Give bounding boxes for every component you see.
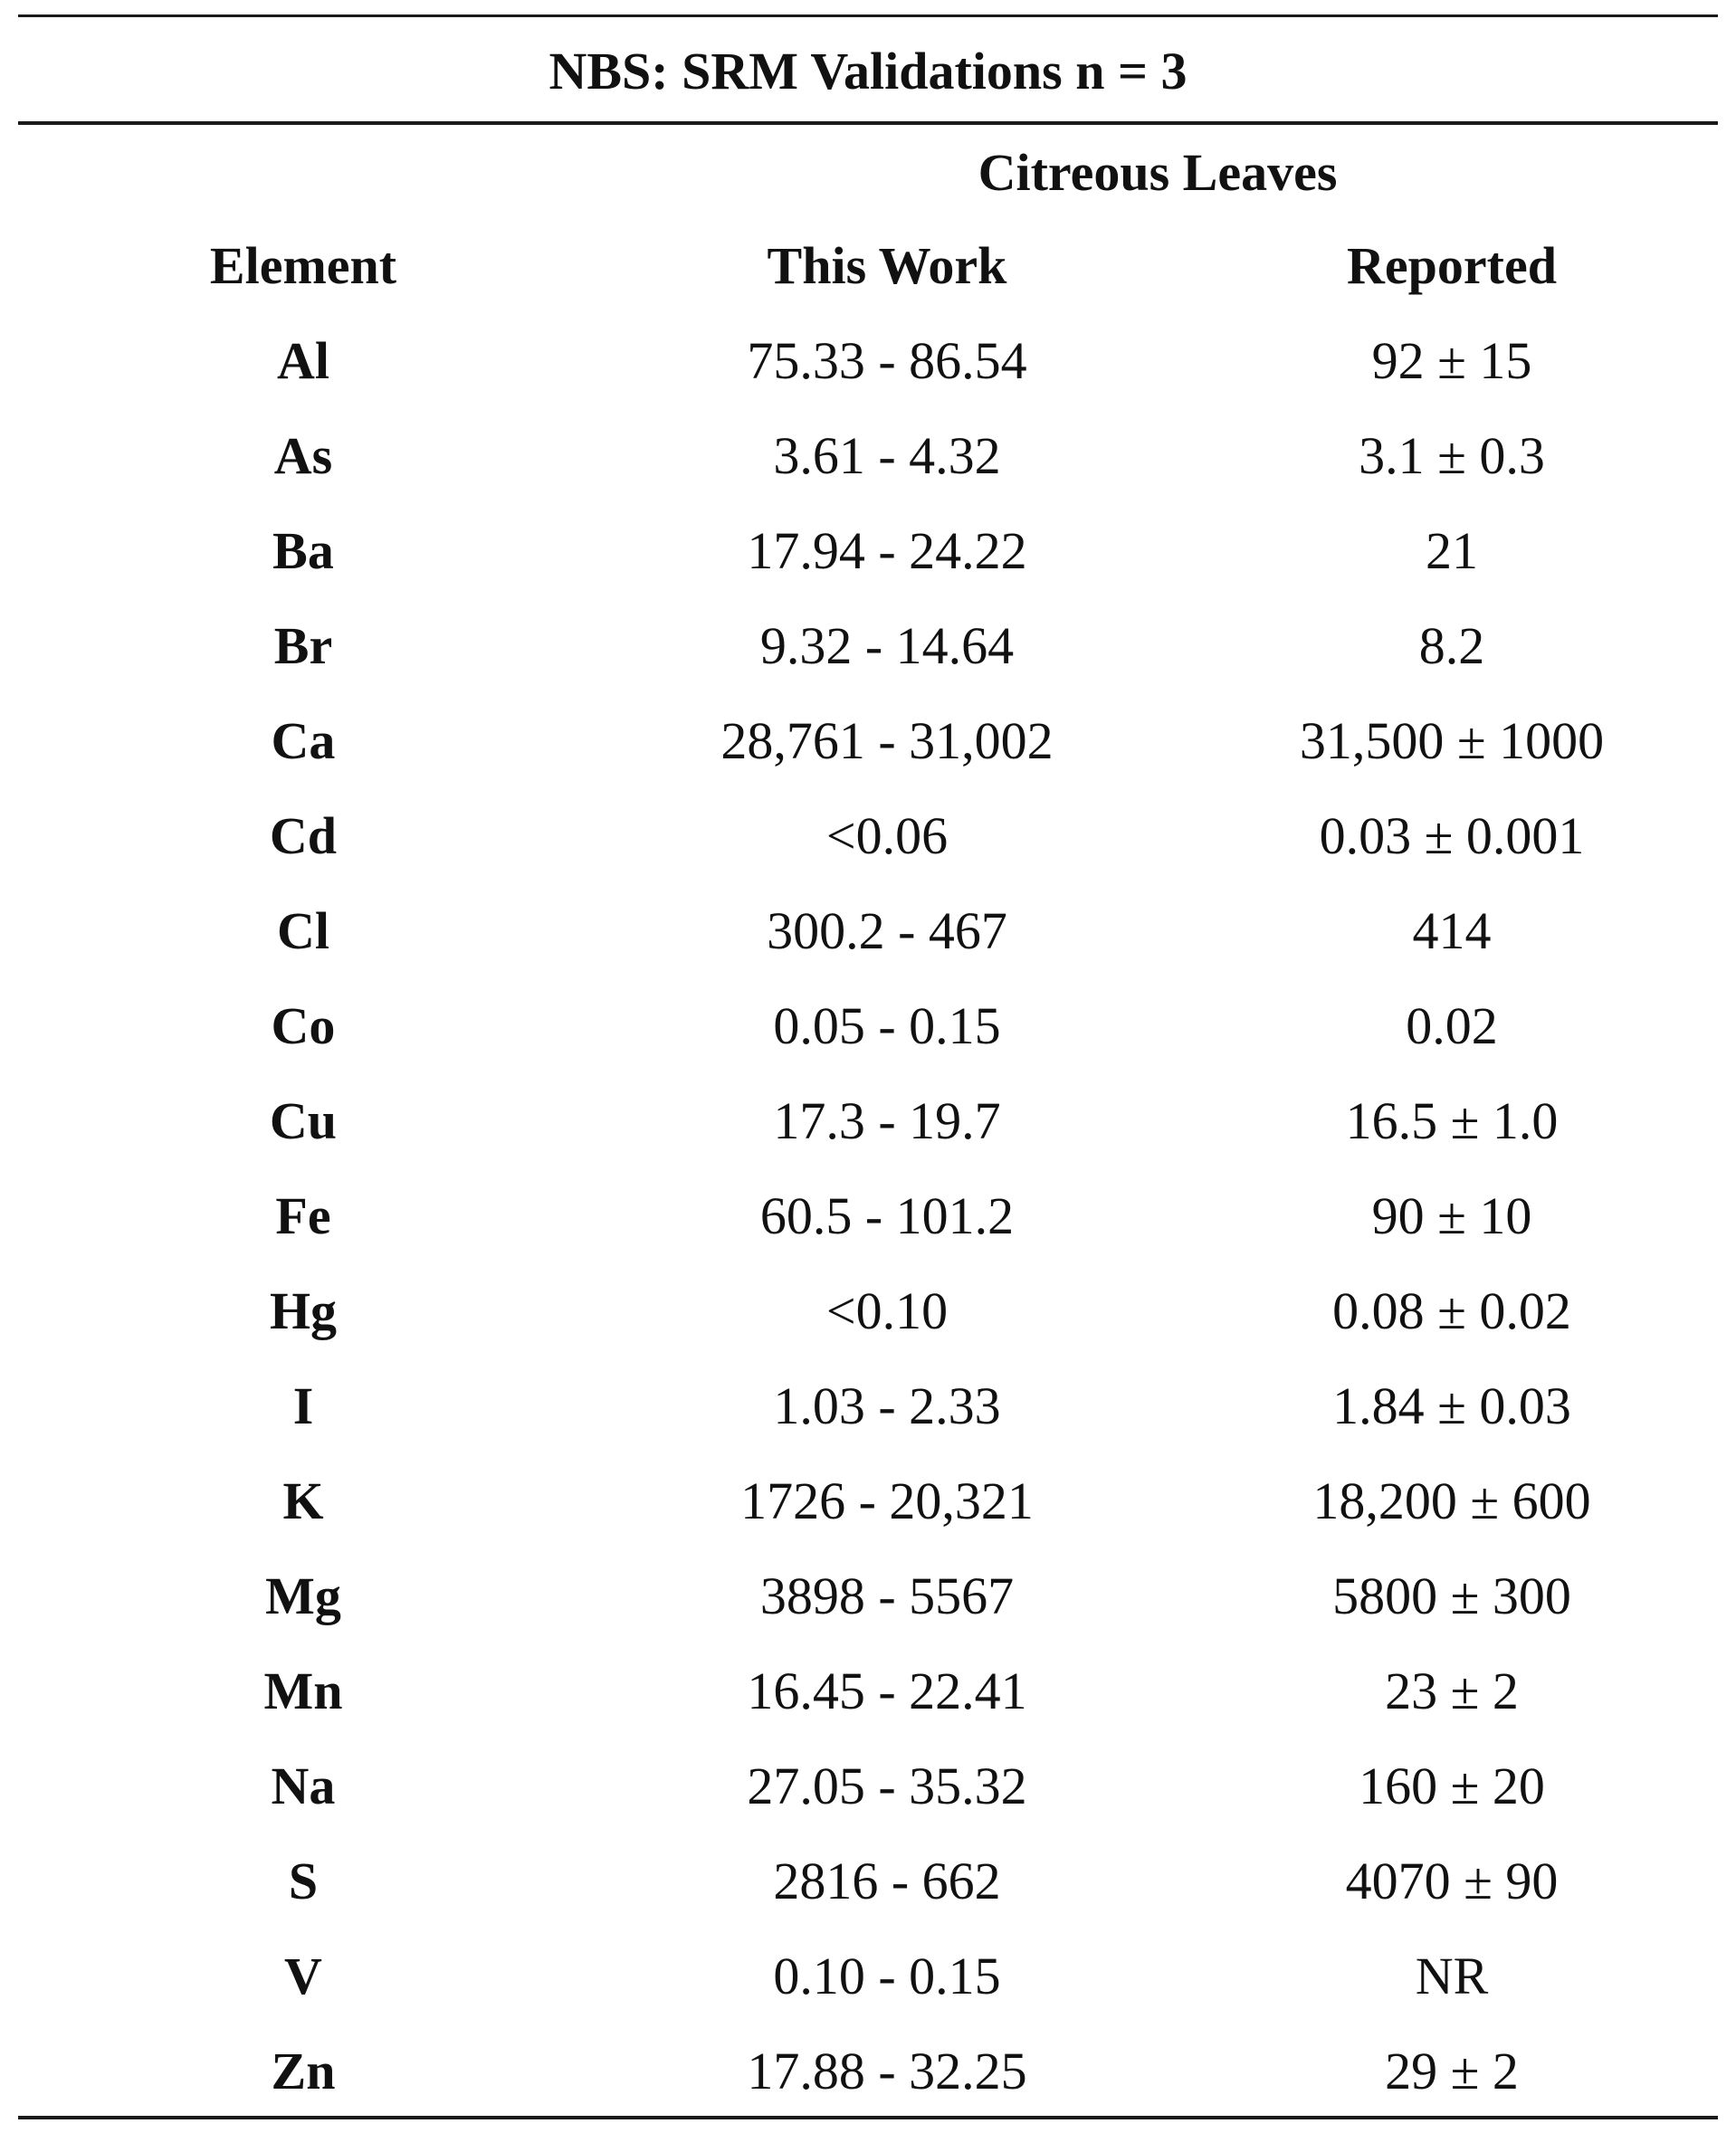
cell-element: S	[288, 1852, 319, 1910]
table-row	[18, 1358, 1718, 1453]
cell-reported: NR	[1415, 1947, 1489, 2005]
cell-element: V	[284, 1947, 322, 2005]
table-row	[18, 1168, 1718, 1263]
table-row	[18, 1928, 1718, 2023]
cell-this-work: 17.94 - 24.22	[747, 521, 1027, 580]
cell-reported: 160 ± 20	[1359, 1757, 1545, 1815]
cell-this-work: 300.2 - 467	[767, 901, 1007, 960]
table-row	[18, 2023, 1718, 2119]
cell-element: Zn	[271, 2042, 336, 2100]
table-row	[18, 1073, 1718, 1168]
cell-reported: 0.08 ± 0.02	[1332, 1281, 1571, 1340]
column-header-row	[18, 217, 1718, 313]
cell-element: Al	[277, 331, 329, 390]
cell-this-work: 28,761 - 31,002	[720, 711, 1054, 770]
cell-this-work: 0.10 - 0.15	[773, 1947, 1001, 2005]
cell-element: K	[282, 1471, 324, 1530]
cell-this-work: 16.45 - 22.41	[747, 1662, 1027, 1720]
cell-this-work: 0.05 - 0.15	[773, 996, 1001, 1055]
data-table	[18, 217, 1718, 2119]
cell-element: Cl	[277, 901, 329, 960]
cell-this-work: 2816 - 662	[773, 1852, 1001, 1910]
column-header-this-work: This Work	[767, 235, 1007, 295]
column-header-element: Element	[209, 235, 397, 295]
cell-this-work: 17.3 - 19.7	[773, 1091, 1001, 1150]
cell-reported: 92 ± 15	[1371, 331, 1532, 390]
cell-element: Hg	[269, 1281, 338, 1340]
table-row	[18, 1738, 1718, 1833]
table-row	[18, 408, 1718, 503]
table-row	[18, 1643, 1718, 1738]
cell-reported: 21	[1426, 521, 1478, 580]
cell-element: Ba	[272, 521, 334, 580]
table-row	[18, 788, 1718, 883]
cell-element: Br	[273, 616, 333, 675]
cell-reported: 3.1 ± 0.3	[1359, 426, 1545, 485]
cell-reported: 0.02	[1406, 996, 1498, 1055]
cell-reported: 1.84 ± 0.03	[1332, 1376, 1571, 1435]
cell-reported: 8.2	[1418, 616, 1485, 675]
cell-element: Cd	[269, 806, 338, 865]
table-bottom-rule	[18, 2116, 1718, 2119]
table-row	[18, 503, 1718, 598]
cell-reported: 0.03 ± 0.001	[1319, 806, 1585, 865]
cell-this-work: <0.10	[825, 1281, 949, 1340]
cell-reported: 414	[1412, 901, 1492, 960]
cell-this-work: <0.06	[825, 806, 949, 865]
cell-reported: 90 ± 10	[1371, 1186, 1532, 1245]
cell-element: Fe	[275, 1186, 331, 1245]
cell-this-work: 1726 - 20,321	[740, 1471, 1034, 1530]
cell-this-work: 75.33 - 86.54	[747, 331, 1027, 390]
cell-element: Na	[271, 1757, 336, 1815]
table-row	[18, 1453, 1718, 1548]
table-row	[18, 978, 1718, 1073]
cell-this-work: 60.5 - 101.2	[759, 1186, 1015, 1245]
table-row	[18, 1263, 1718, 1358]
cell-element: Mn	[263, 1662, 343, 1720]
cell-element: Mg	[265, 1566, 341, 1625]
table-title-rule	[18, 121, 1718, 125]
cell-this-work: 3898 - 5567	[759, 1566, 1015, 1625]
cell-reported: 23 ± 2	[1385, 1662, 1519, 1720]
table-row	[18, 883, 1718, 978]
table-rows	[18, 313, 1718, 2119]
table-row	[18, 1548, 1718, 1643]
cell-element: As	[273, 426, 333, 485]
cell-element: Co	[271, 996, 336, 1055]
cell-reported: 18,200 ± 600	[1312, 1471, 1591, 1530]
cell-this-work: 27.05 - 35.32	[747, 1757, 1027, 1815]
cell-this-work: 17.88 - 32.25	[747, 2042, 1027, 2100]
cell-element: Ca	[271, 711, 336, 770]
cell-reported: 31,500 ± 1000	[1299, 711, 1605, 770]
group-header-citreous-leaves: Citreous Leaves	[978, 142, 1338, 202]
table-row	[18, 1833, 1718, 1928]
cell-reported: 5800 ± 300	[1332, 1566, 1571, 1625]
cell-element: I	[292, 1376, 314, 1435]
column-header-reported: Reported	[1347, 235, 1557, 295]
table-top-rule	[18, 14, 1718, 17]
table-title: NBS: SRM Validations n = 3	[548, 41, 1188, 100]
cell-element: Cu	[269, 1091, 338, 1150]
table-row	[18, 598, 1718, 693]
cell-this-work: 9.32 - 14.64	[759, 616, 1015, 675]
cell-reported: 29 ± 2	[1385, 2042, 1519, 2100]
cell-this-work: 3.61 - 4.32	[773, 426, 1001, 485]
cell-this-work: 1.03 - 2.33	[773, 1376, 1001, 1435]
table-row	[18, 693, 1718, 788]
cell-reported: 4070 ± 90	[1345, 1852, 1559, 1910]
table-row	[18, 313, 1718, 408]
cell-reported: 16.5 ± 1.0	[1345, 1091, 1559, 1150]
